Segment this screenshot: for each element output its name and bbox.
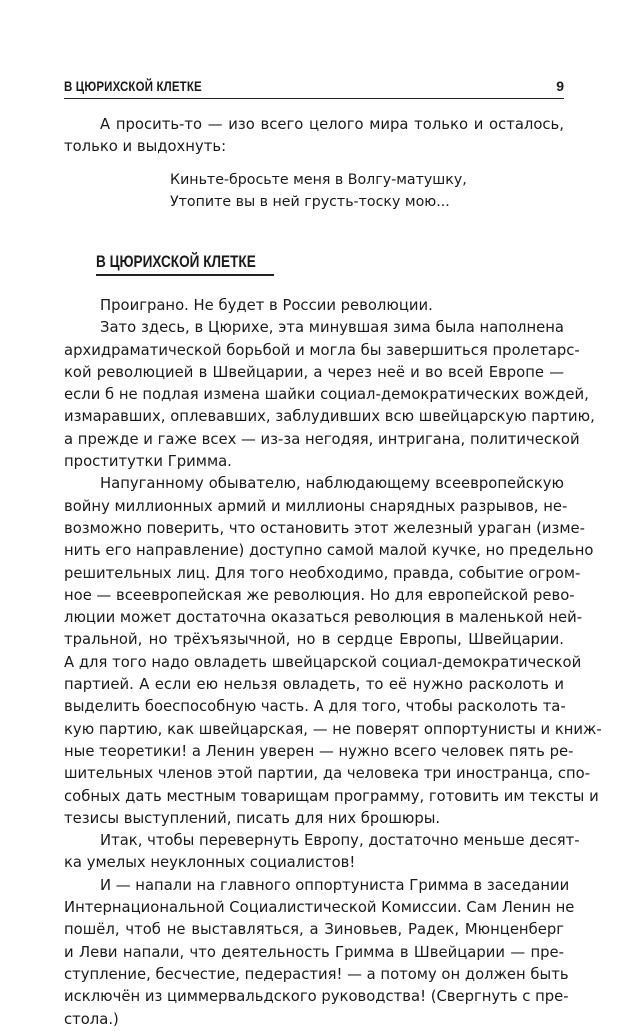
- text-line: ка умелых неуклонных социалистов!: [64, 854, 356, 872]
- text-line: тезисы выступлений, писать для них брошюры.: [64, 809, 441, 827]
- text-line: нить его направление) доступно самой малой кучке, но предельно: [64, 542, 594, 560]
- text-line: кую партию, как швейцарская, — не поверят оппортунисты и книж-: [64, 720, 602, 738]
- running-header: [64, 78, 564, 102]
- text-line: И — напали на главного оппортуниста Гримма в заседании: [100, 876, 570, 894]
- text-line: исключён из циммервальдского руководства! (Свергнуть с пре-: [64, 988, 569, 1006]
- text-line: Проиграно. Не будет в России революции.: [100, 297, 433, 314]
- paragraph: [64, 875, 575, 1031]
- paragraph: [64, 473, 602, 830]
- text-line: стола.): [64, 1010, 119, 1028]
- text-line: если б не подлая измена шайки социал-демократических вождей,: [64, 386, 589, 404]
- text-line: люции может достаточна оказаться революция в маленькой ней-: [64, 609, 583, 627]
- text-line: ное — всеевропейская же революция. Но для европейской рево-: [64, 586, 575, 604]
- text-line: А просить-то — изо всего целого мира только и осталось,: [100, 116, 564, 133]
- chapter-heading: [96, 252, 276, 278]
- text-line: проститутки Гримма.: [64, 453, 232, 471]
- text-line: только и выдохнуть:: [64, 138, 227, 156]
- paragraph: [64, 830, 580, 875]
- text-line: Зато здесь, в Цюрихе, эта минувшая зима была наполнена: [100, 319, 564, 337]
- text-line: А для того надо овладеть швейцарской социал-демократической: [64, 653, 582, 671]
- chapter-rule: [96, 274, 274, 276]
- text-line: возможно поверить, что остановить этот железный ураган (изме-: [64, 519, 585, 537]
- page-number: 9: [556, 78, 564, 94]
- text-line: тральной, но трёхъязычной, но в сердце Европы, Швейцарии.: [64, 631, 564, 649]
- text-line: архидраматической борьбой и могла бы завершиться пролетарс-: [64, 341, 580, 359]
- text-line: ступление, бесчестие, педерастия! — а потому он должен быть: [64, 965, 569, 983]
- verse-line: Киньте-бросьте меня в Волгу-матушку,: [170, 172, 467, 188]
- text-line: шительных членов этой партии, да человека три иностранца, спо-: [64, 765, 591, 783]
- text-line: а прежде и гаже всех — из-за негодяя, интригана, политической: [64, 430, 580, 448]
- paragraph: [64, 295, 564, 317]
- text-line: ные теоретики! а Ленин уверен — нужно всего человек пять ре-: [64, 742, 574, 760]
- text-line: кой революцией в Швейцарии, а через неё и во всей Европе —: [64, 363, 564, 381]
- intro-paragraph: [64, 114, 564, 159]
- chapter-title: В ЦЮРИХСКОЙ КЛЕТКЕ: [96, 252, 256, 271]
- text-line: измаравших, оплевавших, заблудивших всю швейцарскую партию,: [64, 408, 595, 426]
- text-line: выделить боеспособную часть. А для того, чтобы расколоть та-: [64, 698, 566, 716]
- text-line: Напуганному обывателю, наблюдающему всеевропейскую: [100, 475, 564, 493]
- intro-block: [64, 114, 564, 159]
- text-line: пошёл, чтоб не выставляться, а Зиновьев, Радек, Мюнценберг: [64, 921, 564, 939]
- text-line: и Леви напали, что деятельность Гримма в Швейцарии — пре-: [64, 943, 564, 961]
- text-line: собных дать местным товарищам программу, готовить им тексты и: [64, 787, 599, 805]
- body-text: [64, 295, 602, 1031]
- text-line: решительных лиц. Для того необходимо, правда, событие огром-: [64, 564, 581, 582]
- text-line: войну миллионных армий и миллионы снарядных разрывов, не-: [64, 497, 568, 515]
- header-rule: [64, 98, 564, 99]
- verse-line: Утопите вы в ней грусть-тоску мою...: [170, 194, 450, 210]
- running-title: В ЦЮРИХСКОЙ КЛЕТКЕ: [64, 78, 202, 94]
- text-line: партией. А если ею нельзя овладеть, то её нужно расколоть и: [64, 676, 564, 694]
- text-line: Итак, чтобы перевернуть Европу, достаточно меньше десят-: [100, 832, 580, 850]
- verse-quote: [170, 169, 467, 213]
- paragraph: [64, 317, 595, 473]
- text-line: Интернациональной Социалистической Комиссии. Сам Ленин не: [64, 899, 575, 917]
